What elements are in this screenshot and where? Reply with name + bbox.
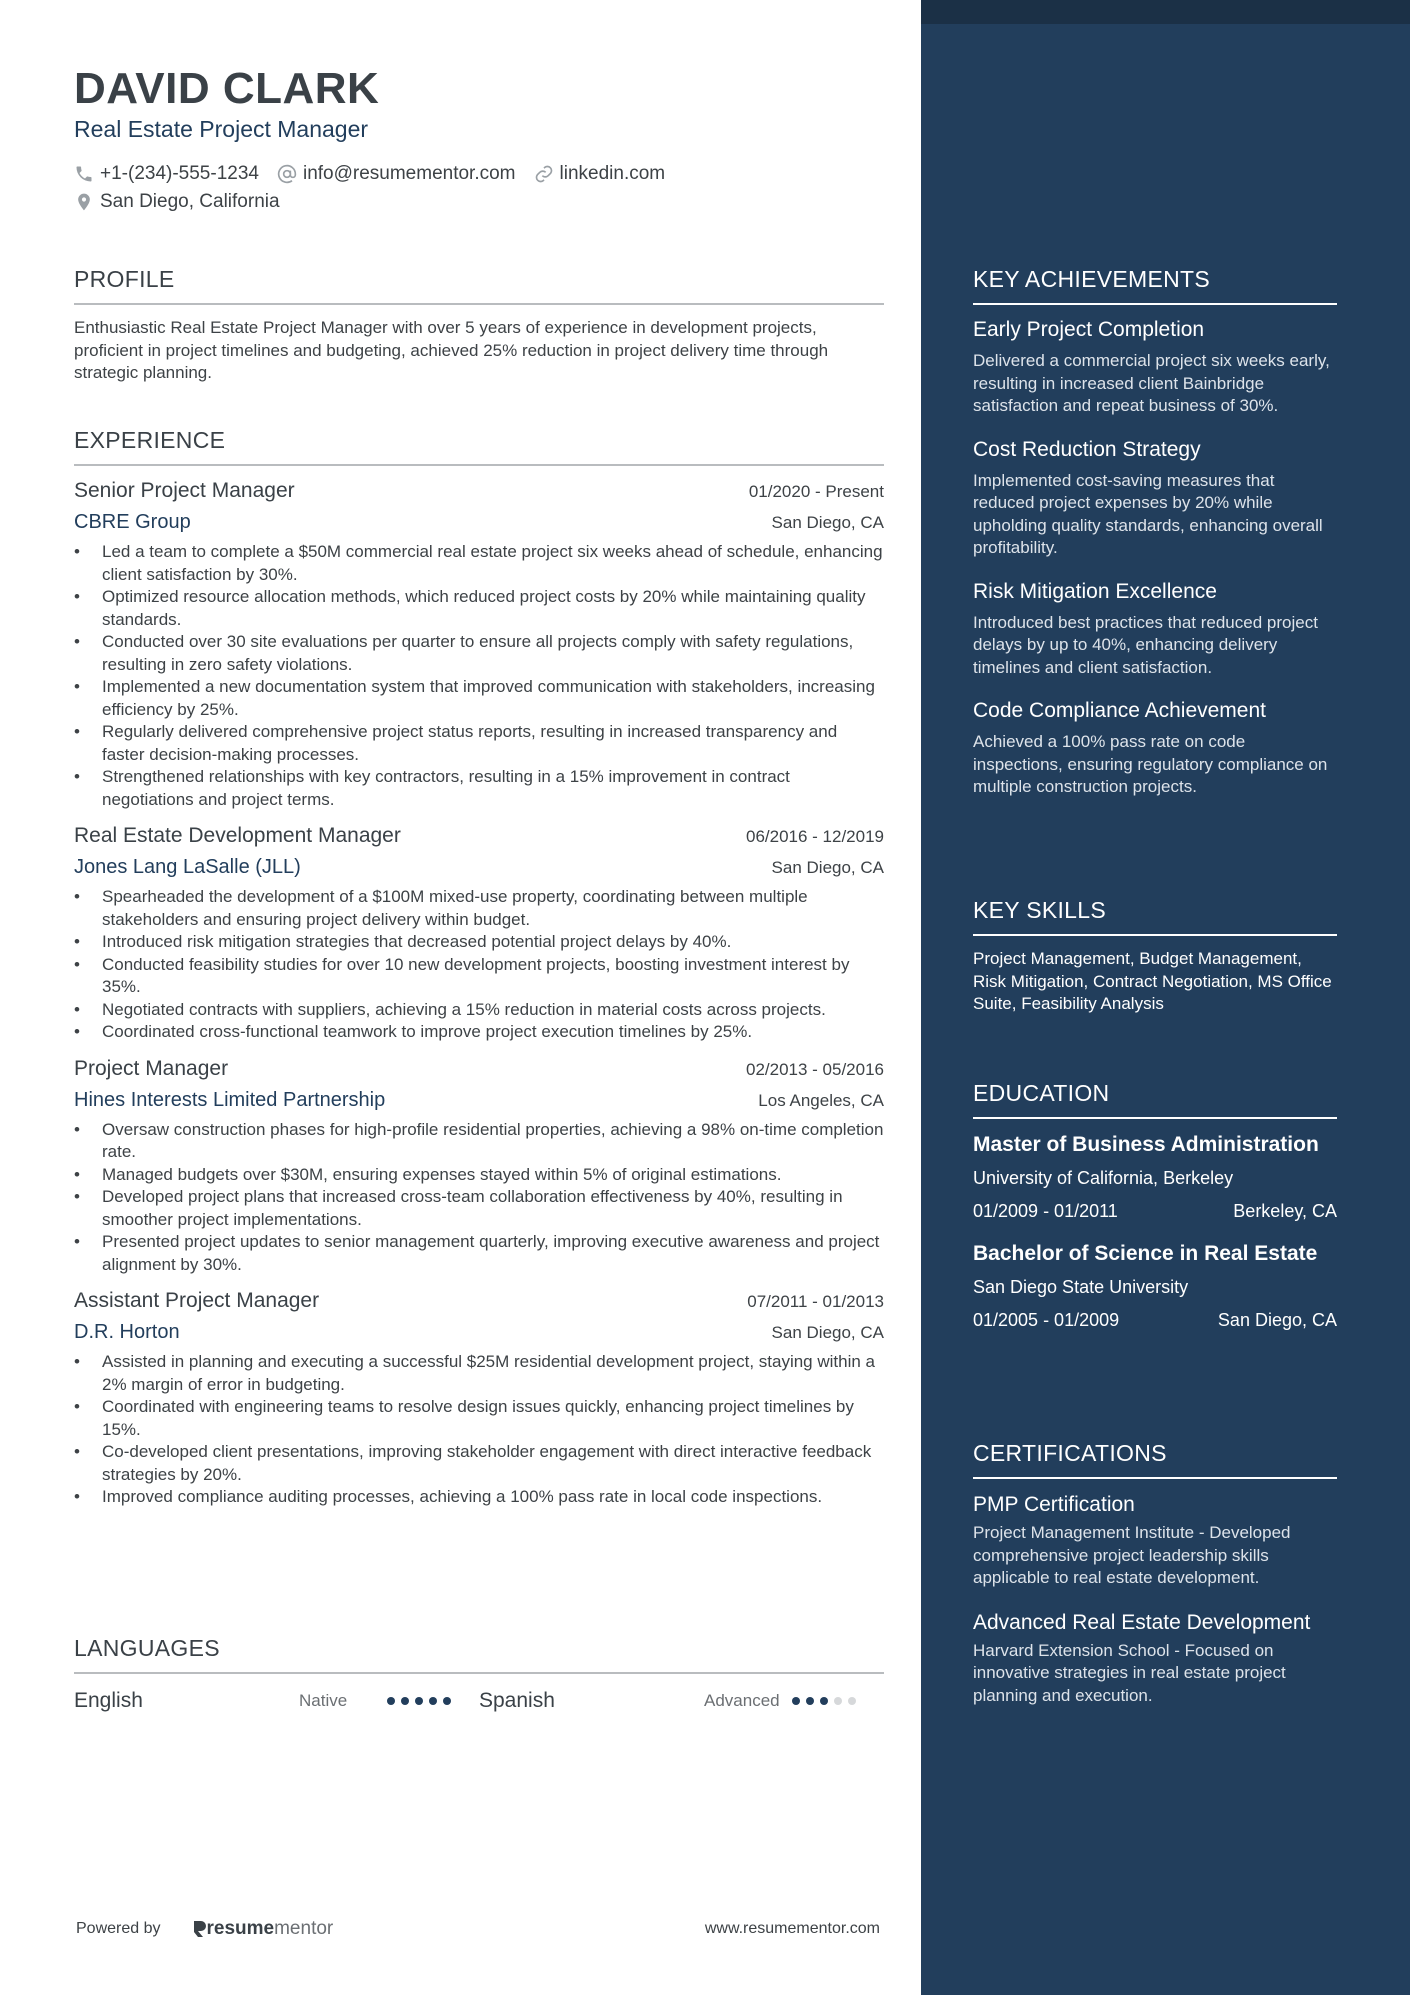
linkedin-text: linkedin.com	[559, 163, 666, 184]
language-item	[74, 1689, 479, 1713]
job-title: Project Manager	[74, 1056, 229, 1080]
sidebar-top-bar	[921, 0, 1410, 24]
job-dates: 02/2013 - 05/2016	[745, 1059, 884, 1079]
section-divider	[973, 1477, 1337, 1479]
brand-name-part: mentor	[274, 1918, 334, 1939]
job-bullets	[74, 886, 884, 1044]
achievements-heading: KEY ACHIEVEMENTS	[973, 266, 1211, 292]
job-entry	[74, 479, 884, 811]
language-level: Advanced	[704, 1691, 780, 1710]
job-bullet: • Oversaw construction phases for high-profile residential properties, achieving a 98% on-time completion rate.	[74, 1119, 884, 1164]
education-dates: 01/2009 - 01/2011	[973, 1201, 1118, 1221]
resumementor-logo-icon	[191, 1919, 207, 1939]
job-bullet: • Negotiated contracts with suppliers, achieving a 15% reduction in material costs across projects.	[74, 999, 884, 1022]
section-divider	[74, 1672, 884, 1674]
job-location: San Diego, CA	[771, 513, 884, 532]
skills-section	[973, 897, 1337, 1016]
rating-dot	[792, 1697, 800, 1705]
education-degree: Master of Business Administration	[973, 1133, 1319, 1156]
achievement-title: Cost Reduction Strategy	[973, 437, 1201, 461]
job-dates: 06/2016 - 12/2019	[745, 827, 884, 846]
section-divider	[973, 303, 1337, 305]
job-location: San Diego, CA	[771, 858, 884, 877]
job-bullet: • Regularly delivered comprehensive project status reports, resulting in increased transparency and faster decision-making processes.	[74, 721, 884, 766]
job-entry	[74, 1289, 884, 1509]
certification-item	[973, 1491, 1337, 1590]
powered-by-text: Powered by	[76, 1920, 161, 1937]
achievement-item	[973, 437, 1337, 560]
rating-dot	[834, 1697, 842, 1705]
language-item	[479, 1689, 884, 1713]
job-bullet: • Conducted feasibility studies for over 10 new development projects, boosting investment interest by 35%.	[74, 954, 884, 999]
job-bullet: • Spearheaded the development of a $100M mixed-use property, coordinating between multiple stakeholders and ensuring project delivery within budget.	[74, 886, 884, 931]
page-footer	[76, 1918, 880, 1940]
job-bullets	[74, 541, 884, 811]
job-company: Jones Lang LaSalle (JLL)	[74, 856, 301, 878]
certification-item	[973, 1609, 1337, 1708]
location-contact	[74, 191, 280, 213]
language-rating	[792, 1697, 862, 1705]
achievements-section	[973, 266, 1337, 799]
education-location: San Diego, CA	[1217, 1310, 1337, 1330]
achievement-desc: Achieved a 100% pass rate on code inspections, ensuring regulatory compliance on multiple construction projects.	[973, 732, 1328, 796]
profile-heading: PROFILE	[74, 266, 175, 292]
link-icon	[534, 164, 554, 184]
phone-icon	[74, 164, 94, 184]
education-section	[973, 1080, 1337, 1331]
contact-info	[74, 160, 683, 216]
rating-dot	[806, 1697, 814, 1705]
section-divider	[74, 303, 884, 305]
certifications-section	[973, 1440, 1337, 1707]
experience-section	[74, 427, 884, 1509]
job-bullet: • Conducted over 30 site evaluations per quarter to ensure all projects comply with safety regulations, resulting in zero safety violations.	[74, 631, 884, 676]
job-bullet: • Implemented a new documentation system that improved communication with stakeholders, increasing efficiency by 25%.	[74, 676, 884, 721]
section-divider	[973, 934, 1337, 936]
achievement-desc: Implemented cost-saving measures that reduced project expenses by 20% while upholding quality standards, enhancing overall profitability.	[973, 470, 1323, 557]
website-link[interactable]: www.resumementor.com	[704, 1920, 880, 1937]
languages-section	[74, 1635, 884, 1716]
job-bullet: • Managed budgets over $30M, ensuring expenses stayed within 5% of original estimations.	[74, 1164, 884, 1187]
job-company: Hines Interests Limited Partnership	[74, 1088, 386, 1111]
education-heading: EDUCATION	[973, 1080, 1110, 1106]
certification-desc: Harvard Extension School - Focused on innovative strategies in real estate project planning and execution.	[973, 1640, 1286, 1705]
job-bullet: • Improved compliance auditing processes, achieving a 100% pass rate in local code inspections.	[74, 1486, 884, 1509]
brand-name-part: resume	[206, 1918, 275, 1939]
profile-text: Enthusiastic Real Estate Project Manager with over 5 years of experience in development projects, proficient in project timelines and budgeting, achieved 25% reduction in project delivery time through strategic planning.	[74, 318, 829, 382]
sidebar	[921, 0, 1410, 1995]
job-company: CBRE Group	[74, 511, 191, 533]
achievement-item	[973, 579, 1337, 680]
language-name: Spanish	[479, 1689, 555, 1712]
job-bullet: • Led a team to complete a $50M commercial real estate project six weeks ahead of schedule, enhancing client satisfaction by 30%.	[74, 541, 884, 586]
achievement-title: Code Compliance Achievement	[973, 699, 1266, 722]
job-bullets	[74, 1119, 884, 1277]
phone-contact[interactable]	[74, 163, 259, 185]
candidate-title: Real Estate Project Manager	[74, 116, 369, 142]
email-contact[interactable]	[277, 163, 516, 185]
rating-dot	[848, 1697, 856, 1705]
education-school: University of California, Berkeley	[973, 1168, 1234, 1188]
brand-logo[interactable]	[191, 1918, 334, 1940]
location-pin-icon	[74, 192, 94, 212]
job-bullet: • Co-developed client presentations, improving stakeholder engagement with direct interactive feedback strategies by 20%.	[74, 1441, 884, 1486]
rating-dot	[443, 1697, 451, 1705]
section-divider	[973, 1117, 1337, 1119]
language-name: English	[74, 1689, 143, 1712]
certifications-heading: CERTIFICATIONS	[973, 1440, 1167, 1466]
languages-heading: LANGUAGES	[74, 1635, 220, 1661]
job-dates: 07/2011 - 01/2013	[747, 1292, 884, 1311]
job-title: Real Estate Development Manager	[74, 824, 401, 847]
job-company: D.R. Horton	[74, 1321, 180, 1343]
skills-text: Project Management, Budget Management, Risk Mitigation, Contract Negotiation, MS Office Suite, Feasibility Analysis	[973, 949, 1332, 1013]
certification-title: PMP Certification	[973, 1493, 1135, 1516]
section-divider	[74, 464, 884, 466]
certification-title: Advanced Real Estate Development	[973, 1610, 1311, 1634]
location-text: San Diego, California	[100, 191, 280, 212]
achievement-title: Early Project Completion	[973, 318, 1205, 341]
linkedin-contact[interactable]	[534, 163, 666, 185]
job-dates: 01/2020 - Present	[748, 482, 884, 501]
job-entry	[74, 824, 884, 1044]
education-dates: 01/2005 - 01/2009	[973, 1310, 1120, 1330]
education-item	[973, 1131, 1337, 1222]
candidate-name: DAVID CLARK	[74, 64, 380, 113]
job-bullet: • Optimized resource allocation methods, which reduced project costs by 20% while maintaining quality standards.	[74, 586, 884, 631]
phone-text: +1-(234)-555-1234	[100, 163, 259, 184]
achievement-item	[973, 698, 1337, 799]
education-item	[973, 1240, 1337, 1331]
certification-desc: Project Management Institute - Developed comprehensive project leadership skills applicable to real estate development.	[973, 1523, 1291, 1587]
rating-dot	[429, 1697, 437, 1705]
achievement-title: Risk Mitigation Excellence	[973, 579, 1217, 603]
achievement-desc: Delivered a commercial project six weeks early, resulting in increased client Bainbridge satisfaction and repeat business of 30%.	[973, 351, 1330, 415]
education-location: Berkeley, CA	[1233, 1201, 1337, 1221]
job-bullet: • Coordinated cross-functional teamwork to improve project execution timelines by 25%.	[74, 1021, 884, 1044]
language-rating	[387, 1697, 457, 1705]
rating-dot	[820, 1697, 828, 1705]
job-bullet: • Strengthened relationships with key contractors, resulting in a 15% improvement in contract negotiations and project terms.	[74, 766, 884, 811]
job-bullets	[74, 1351, 884, 1509]
job-title: Assistant Project Manager	[74, 1289, 320, 1312]
education-degree: Bachelor of Science in Real Estate	[973, 1242, 1318, 1265]
at-icon	[277, 164, 297, 184]
language-level: Native	[299, 1691, 348, 1710]
rating-dot	[401, 1697, 409, 1705]
skills-heading: KEY SKILLS	[973, 897, 1106, 923]
education-school: San Diego State University	[973, 1277, 1189, 1297]
job-bullet: • Presented project updates to senior management quarterly, improving executive awareness and project alignment by 30%.	[74, 1231, 884, 1276]
achievement-desc: Introduced best practices that reduced project delays by up to 40%, enhancing delivery timelines and client satisfaction.	[973, 612, 1318, 677]
rating-dot	[415, 1697, 423, 1705]
achievement-item	[973, 317, 1337, 418]
job-bullet: • Introduced risk mitigation strategies that decreased potential project delays by 40%.	[74, 931, 884, 954]
profile-section	[74, 266, 884, 385]
job-bullet: • Developed project plans that increased cross-team collaboration effectiveness by 40%, resulting in smoother project implementations.	[74, 1186, 884, 1231]
job-bullet: • Coordinated with engineering teams to resolve design issues quickly, enhancing project timelines by 15%.	[74, 1396, 884, 1441]
job-location: Los Angeles, CA	[758, 1090, 884, 1110]
job-location: San Diego, CA	[771, 1323, 884, 1342]
rating-dot	[387, 1697, 395, 1705]
job-entry	[74, 1057, 884, 1277]
job-title: Senior Project Manager	[74, 479, 295, 502]
experience-heading: EXPERIENCE	[74, 427, 226, 453]
email-text: info@resumementor.com	[302, 163, 516, 184]
job-bullet: • Assisted in planning and executing a successful $25M residential development project, staying within a 2% margin of error in budgeting.	[74, 1351, 884, 1396]
